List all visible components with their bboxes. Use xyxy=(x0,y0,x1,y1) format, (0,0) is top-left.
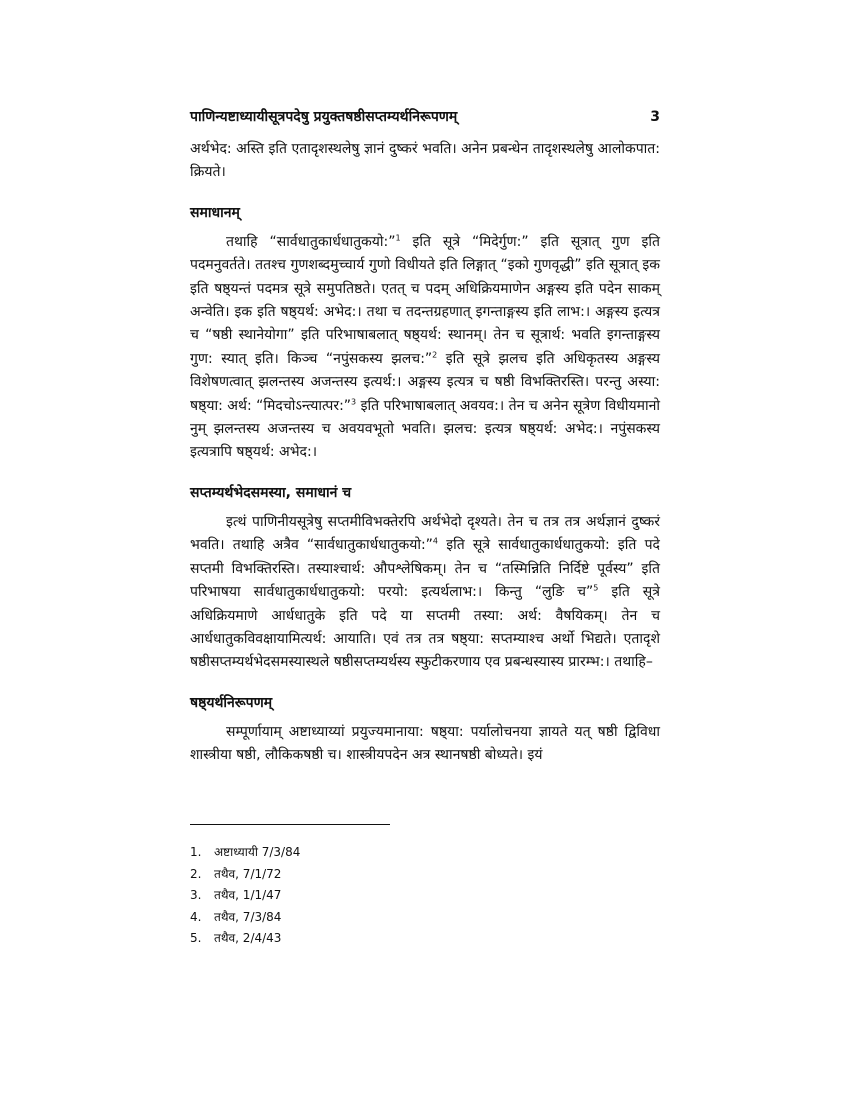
footnote-ref-5: 5 xyxy=(593,583,599,593)
footnote-ref-2: 2 xyxy=(432,350,438,360)
footnotes xyxy=(190,842,490,950)
footnote-item xyxy=(190,842,490,864)
footnote-ref-1: 1 xyxy=(395,233,401,243)
footnote-number: 5. xyxy=(190,931,202,945)
running-title: पाणिन्यष्टाध्यायीसूत्रपदेषु प्रयुक्तषष्ठीसप्तम्यर्थनिरूपणम् xyxy=(190,109,458,125)
section1-paragraph xyxy=(190,231,660,465)
footnote-ref-3: 3 xyxy=(351,397,357,406)
footnote-number: 3. xyxy=(190,888,202,902)
footnote-item xyxy=(190,907,490,929)
section1-text-2: इति सूत्रे “मिदेर्गुण:” इति सूत्रात् गुण इति पदमनुवर्तते। ततश्च गुणशब्दमुच्चार्य गुणो विधीयते इति लिङ्गात् “इको गुणवृद्धी” इति सूत्रात् इक इति षष्ठ्यन्तं पदमत्र सूत्रे समुपतिष्ठते। एतत् च पदम् अधिक्रियमाणेन अङ्गस्य इति पदेन साकम् अन्वेति। इक इति षष्ठ्यर्थ: अभेद:। तथा च तदन्तग्रहणात् इगन्ताङ्गस्य इति लाभ:। अङ्गस्य इत्यत्र च “षष्ठी स्थानेयोगा” इति परिभाषाबलात् षष्ठ्यर्थ: स्थानम्। तेन च सूत्रार्थ: भवति इगन्ताङ्गस्य गुण: स्यात् इति। किञ्च “नपुंसकस्य झलच:” xyxy=(190,233,660,367)
section2-text-1: इत्थं पाणिनीयसूत्रेषु सप्तमीविभक्तेरपि अर्थभेदो दृश्यते। तेन च तत्र तत्र अर्थज्ञानं दुष्करं भवति। तथाहि अत्रैव “सार्वधातुकार्धधातुकयो:” xyxy=(190,513,660,554)
page-number: 3 xyxy=(650,109,660,125)
footnote-ref-4: 4 xyxy=(432,536,439,546)
footnote-item xyxy=(190,928,490,950)
footnote-divider xyxy=(190,824,390,825)
footnote-item xyxy=(190,885,490,907)
section-heading-samadhanam: समाधानम् xyxy=(190,204,240,221)
section2-text-3: इति सूत्रे अधिक्रियमाणे आर्धधातुके इति पदे या सप्तमी तस्या: अर्थ: वैषयिकम्। तेन च आर्धधातुकविवक्षायामित्यर्थ: आयाति। एवं तत्र तत्र षष्ठ्या: सप्तम्याश्च अर्थो भिद्यते। एतादृशे षष्ठीसप्तम्यर्थभेदसमस्यास्थले षष्ठीसप्तम्यर्थस्य स्फुटीकरणाय एव प्रबन्धस्यास्य प्रारम्भ:। तथाहि– xyxy=(190,584,661,671)
footnote-text: अष्टाध्यायी 7/3/84 xyxy=(214,845,301,859)
section2-text-2: इति सूत्रे सार्वधातुकार्धधातुकयो: इति पदे सप्तमी विभक्तिरस्ति। तस्याश्चार्थ: औपश्लेषिकम्। तेन च “तस्मिन्निति निर्दिष्टे पूर्वस्य” इति परिभाषया सार्वधातुकार्धधातुकयो: परयो: इत्यर्थलाभ:। किन्तु “लुङि च” xyxy=(190,537,660,601)
section-heading-shashthi: षष्ठ्यर्थनिरूपणम् xyxy=(190,694,273,711)
footnote-item xyxy=(190,864,490,886)
running-header xyxy=(190,108,660,126)
footnote-text: तथैव, 1/1/47 xyxy=(214,888,282,902)
footnote-number: 4. xyxy=(190,909,202,924)
section1-text-4: इति परिभाषाबलात् अवयव:। तेन च अनेन सूत्रेण विधीयमानो नुम् झलन्तस्य अजन्तस्य च अवयवभूतो भवति। झलच: इत्यत्र षष्ठ्यर्थ: अभेद:। नपुंसकस्य इत्यत्रापि षष्ठ्यर्थ: अभेद:। xyxy=(190,397,660,461)
footnote-number: 2. xyxy=(190,866,202,881)
section3-paragraph: सम्पूर्णायाम् अष्टाध्याय्यां प्रयुज्यमानाया: षष्ठ्या: पर्यालोचनया ज्ञायते यत् षष्ठी द्विविधा शास्त्रीया षष्ठी, लौकिकषष्ठी च। शास्त्रीयपदेन अत्र स्थानषष्ठी बोध्यते। इयं xyxy=(190,723,660,764)
page-body xyxy=(190,108,660,768)
footnote-text: तथैव, 2/4/43 xyxy=(214,931,282,945)
section1-text-3: इति सूत्रे झलच इति अधिकृतस्य अङ्गस्य विशेषणत्वात् झलन्तस्य अजन्तस्य इत्यर्थ:। अङ्गस्य इत्यत्र च षष्ठी विभक्तिरस्ति। परन्तु अस्या: षष्ठ्या: अर्थ: “मिदचोऽन्त्यात्पर:” xyxy=(190,350,660,414)
intro-paragraph: अर्थभेद: अस्ति इति एतादृशस्थलेषु ज्ञानं दुष्करं भवति। अनेन प्रबन्धेन तादृशस्थलेषु आलोकपात: क्रियते। xyxy=(190,141,660,181)
section-heading-saptami: सप्तम्यर्थभेदसमस्या, समाधानं च xyxy=(190,484,352,501)
section2-paragraph xyxy=(190,511,660,675)
section1-text-1: तथाहि “सार्वधातुकार्धधातुकयो:” xyxy=(226,233,396,250)
footnote-number: 1. xyxy=(190,845,202,859)
footnote-text: तथैव, 7/1/72 xyxy=(214,866,282,881)
footnote-text: तथैव, 7/3/84 xyxy=(214,909,282,924)
